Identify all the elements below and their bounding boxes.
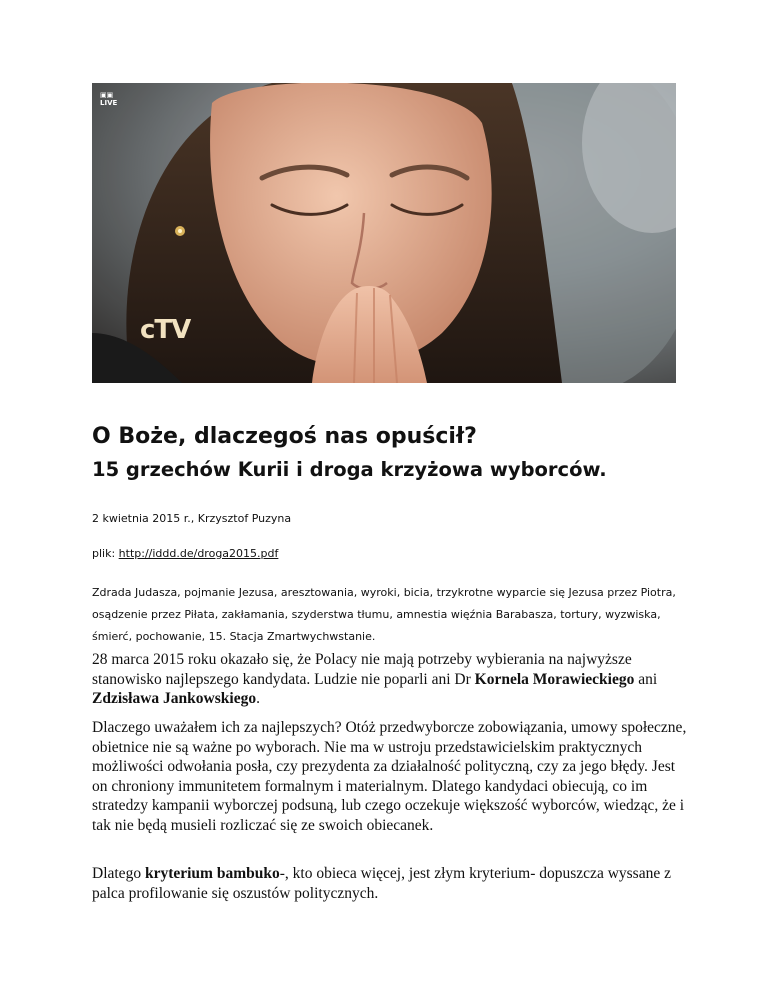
file-line <box>92 547 278 560</box>
stations-paragraph: Zdrada Judasza, pojmanie Jezusa, aresztowania, wyroki, bicia, trzykrotne wyparcie się Jezusa przez Piotra, osądzenie przez Piłata, zakłamania, szyderstwa tłumu, amnestia więźnia Barabasza, tortury, wyzwiska, śmierć, pochowanie, 15. Stacja Zmartwychwstanie. <box>92 586 676 643</box>
date-author: 2 kwietnia 2015 r., Krzysztof Puzyna <box>92 512 292 525</box>
paragraph-3-rest: -, kto obieca więcej, jest złym kryterium- dopuszcza wyssane z palca profilowanie się oszustów politycznych. <box>92 865 671 902</box>
paragraph-1 <box>92 650 692 709</box>
paragraph-3 <box>92 864 692 903</box>
article-title: O Boże, dlaczegoś nas opuścił? <box>92 424 477 449</box>
bambuko-term: kryterium bambuko <box>144 865 280 882</box>
tv-icon: ▣▣ <box>100 91 114 99</box>
paragraph-1-between: ani <box>634 670 658 688</box>
article-subtitle: 15 grzechów Kurii i droga krzyżowa wyborców. <box>92 458 607 481</box>
candidate-name-2: Zdzisława Jankowskiego <box>92 690 257 708</box>
paragraph-2: Dlaczego uważałem ich za najlepszych? Otóż przedwyborcze zobowiązania, umowy społeczne, obietnice nie są ważne po wyborach. Nie ma w ustroju przedstawicielskim praktycznych możliwości odwołania posła, czy prezydenta za działalność polityczną, czy za jego błędy. Jest on chroniony immunitetem formalnym i materialnym. Dlatego kandydaci obiecują, co im stratedzy kampanii wyborczej podsuną, lub czego oczekuje większość wyborców, wiedząc, że i tak nie będą musieli rozliczać się ze swoich obiecanek. <box>92 719 687 834</box>
file-label: plik: <box>92 547 119 560</box>
file-link[interactable]: http://iddd.de/droga2015.pdf <box>118 547 279 560</box>
paragraph-3-start: Dlatego <box>92 865 145 882</box>
candidate-name-1: Kornela Morawieckiego <box>474 670 635 688</box>
paragraph-1-end: . <box>256 690 260 708</box>
ctv-logo-text: cTV <box>140 315 191 345</box>
ctv-logo <box>140 315 190 345</box>
paragraph-1-text: 28 marca 2015 roku okazało się, że Polacy nie mają potrzeby wybierania na najwyższe stanowisko najlepszego kandydata. Ludzie nie poparli ani Dr <box>92 651 632 688</box>
live-badge <box>100 91 117 107</box>
article-photo <box>92 83 676 383</box>
live-label: LIVE <box>100 99 118 107</box>
